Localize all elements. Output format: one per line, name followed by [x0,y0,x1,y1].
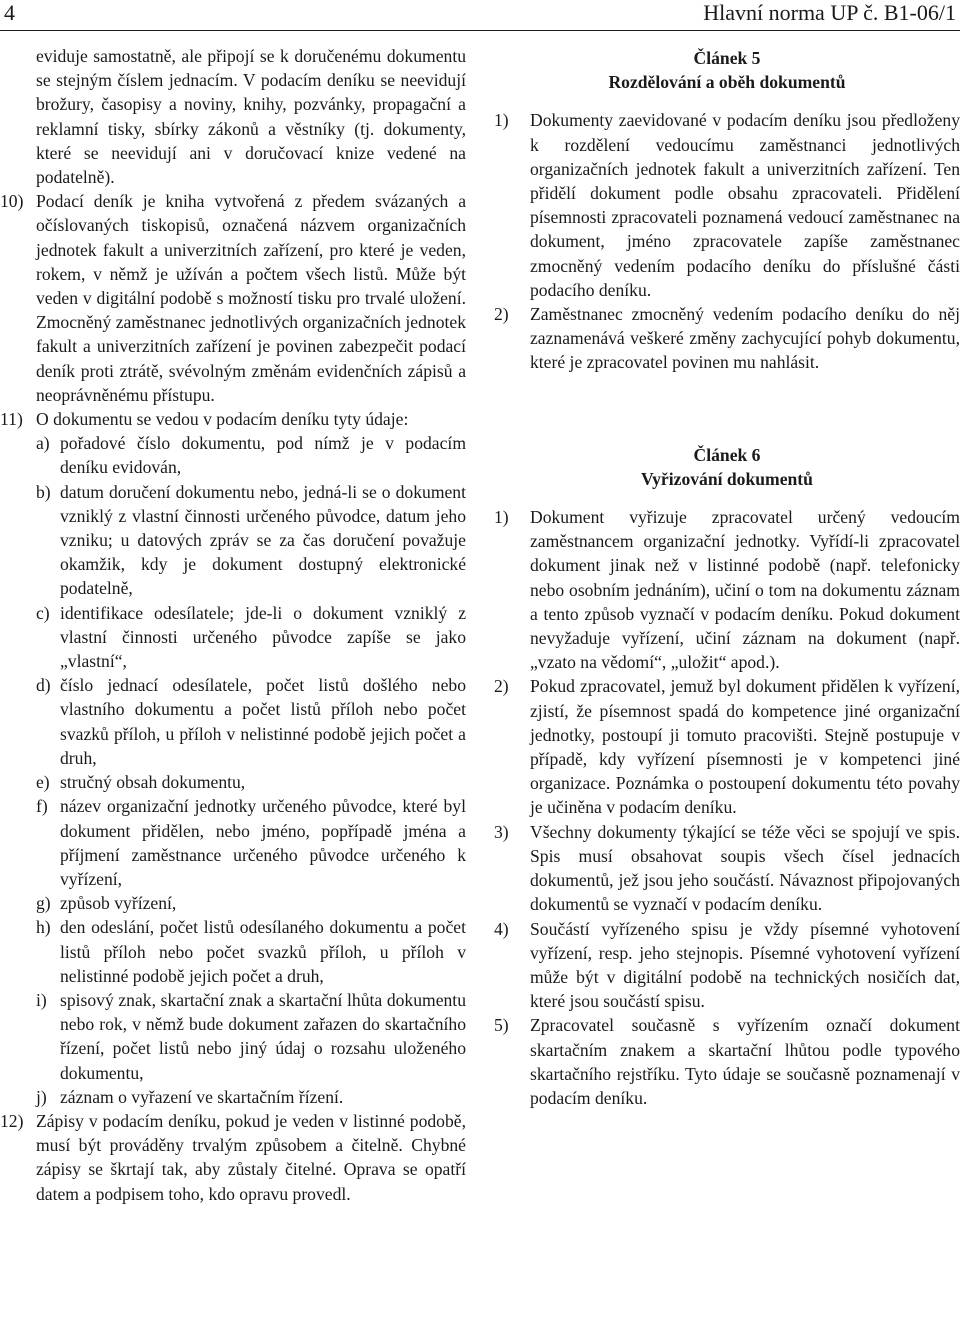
sub-item-b [0,480,466,601]
article-5-item-1 [494,108,960,302]
item-number: 11) [0,409,23,430]
article-6-item-2 [494,674,960,819]
page-number: 4 [4,0,15,25]
sub-item-letter: d) [36,675,51,696]
article-6-item-5 [494,1013,960,1110]
continued-paragraph: eviduje samostatně, ale připojí se k doručenému dokumentu se stejným číslem jednacím. V podacím deníku se neevidují brožury, časopisy a noviny, knihy, pozvánky, propagační a reklamní tisky, sbírky zákonů a věstníky (tj. dokumenty, které se neevidují ani v doručovací knize vedené na podatelně). [36,46,466,188]
sub-item-letter: b) [36,481,51,502]
sub-item-g [0,891,466,915]
sub-item-e [0,770,466,794]
item-text: Podací deník je kniha vytvořená z předem svázaných a očíslovaných tiskopisů, označená názvem organizačních jednotek fakult a univerzitních zařízení, pro které je veden, rokem, v němž je užíván a počtem všech listů. Může být veden v digitální podobě s možností tisku pro trvalé uložení. Zmocněný zaměstnanec jednotlivých organizačních jednotek fakult a univerzitních zařízení je povinen zabezpečit podací deník proti ztrátě, svévolným změnám evidenčních zápisů a neoprávněnému přístupu. [36,191,466,405]
sub-item-text: datum doručení dokumentu nebo, jedná-li se o dokument vzniklý z vlastní činnosti určeného původce, datum jeho vzniku; u datových zpráv se za čas doručení považuje okamžik, kdy je dokument dostupný elektronické podatelně, [60,481,466,599]
article-6-item-3 [494,820,960,917]
header-rule [0,30,960,31]
item-number: 12) [0,1110,24,1131]
item-number: 5) [494,1015,509,1036]
sub-item-letter: c) [36,602,50,623]
sub-item-letter: g) [36,893,51,914]
running-title: Hlavní norma UP č. B1-06/1 [703,0,956,25]
sub-item-letter: j) [36,1086,47,1107]
item-number: 3) [494,821,509,842]
list-item-11 [0,407,466,431]
article-6-title: Článek 6 [693,444,761,465]
page-header [0,0,960,30]
item-text: Zaměstnanec zmocněný vedením podacího deníku do něj zaznamenává veškeré změny zachycující pohyb dokumentu, které je zpracovatel povinen mu nahlásit. [530,304,960,373]
sub-item-letter: h) [36,917,51,938]
sub-item-text: den odeslání, počet listů odesílaného dokumentu a počet listů příloh nebo počet svazků příloh, u příloh v nelistinné podobě jejich počet a druh, [60,917,466,986]
sub-item-a [0,431,466,479]
item-text: Všechny dokumenty týkající se téže věci se spojují ve spis. Spis musí obsahovat soupis všech čísel jednacích dokumentů, jež jsou jeho součástí. Návaznost připojovaných dokumentů se vyznačí v podacím deníku. [530,821,960,915]
sub-item-text: stručný obsah dokumentu, [60,772,246,793]
sub-item-text: identifikace odesílatele; jde-li o dokument vzniklý z vlastní činnosti určeného původce zapíše se jako „vlastní“, [60,602,466,672]
sub-item-letter: i) [36,989,47,1010]
item-number: 1) [494,507,509,528]
sub-item-h [0,915,466,988]
sub-item-letter: f) [36,796,48,817]
item-number: 1) [494,110,509,131]
sub-item-text: číslo jednací odesílatele, počet listů došlého nebo vlastního dokumentu a počet listů příloh nebo počet svazků příloh, u příloh v nelistinné podobě jejich počet a druh, [60,675,466,768]
sub-item-i [0,988,466,1085]
item-number: 4) [494,918,509,939]
sub-item-text: záznam o vyřazení ve skartačním řízení. [60,1086,344,1107]
item-text: O dokumentu se vedou v podacím deníku tyty údaje: [36,409,409,430]
item-text: Zápisy v podacím deníku, pokud je veden v listinné podobě, musí být prováděny trvalým způsobem a čitelně. Chybné zápisy se škrtají tak, aby zůstaly čitelné. Oprava se opatří datem a podpisem toho, kdo opravu provedl. [36,1110,466,1204]
sub-item-f [0,794,466,891]
item-number: 10) [0,191,24,212]
sub-item-j [0,1085,466,1109]
article-5-title: Článek 5 [693,48,761,68]
item-text: Dokumenty zaevidované v podacím deníku jsou předloženy k rozdělení vedoucímu zaměstnanci jednotlivých organizačních jednotek fakult a univerzitních zařízení. Ten přidělí dokument podle obsahu zpracovateli. Přidělení písemnosti zpracovateli poznamená vedoucí zaměstnanec na dokument, jméno zpracovatele zapíše zaměstnanec zmocněný vedením podacího deníku do příslušné části podacího deníku. [530,110,960,300]
article-6-subtitle: Vyřizování dokumentů [641,468,813,489]
item-text: Dokument vyřizuje zpracovatel určený vedoucím zaměstnancem organizační jednotky. Vyřídí-li zpracovatel dokument jinak než v listinné podobě (např. telefonicky nebo osobním jednáním), učiní o tom na dokumentu záznam a tento způsob vyznačí v podacím deníku. Pokud dokument nevyžaduje vyřízení, učiní záznam na dokument (např. „vzato na vědomí“, „uložit“ apod.). [530,507,960,673]
sub-item-c [0,601,466,674]
item-text: Zpracovatel současně s vyřízením označí dokument skartačním znakem a skartační lhůtou podle typového skartačního rejstříku. Tyto údaje se současně poznamenají v podacím deníku. [530,1015,960,1108]
item-text: Součástí vyřízeného spisu je vždy písemné vyhotovení vyřízení, resp. jeho stejnopis. Písemné vyhotovení vyřízení může být v digitální podobě na technických nosičích dat, které jsou součástí spisu. [530,918,960,1012]
item-text: Pokud zpracovatel, jemuž byl dokument přidělen k vyřízení, zjistí, že písemnost spadá do kompetence jiné organizační jednotky, postoupí ji tomuto pracovišti. Stejně postupuje v případě, kdy vyřízení písemnosti je v kompetenci jiné organizace. Poznámka o postoupení dokumentu této povahy je učiněna v podacím deníku. [530,676,960,818]
sub-item-letter: a) [36,433,50,454]
sub-item-letter: e) [36,772,50,793]
article-6-item-1 [494,505,960,674]
item-number: 2) [494,676,509,697]
left-column [0,44,466,1206]
article-5-item-2 [494,302,960,375]
sub-item-text: pořadové číslo dokumentu, pod nímž je v podacím deníku evidován, [60,433,466,478]
list-item-10 [0,189,466,407]
article-5-subtitle: Rozdělování a oběh dokumentů [608,72,846,93]
sub-item-d [0,673,466,770]
sub-item-text: spisový znak, skartační znak a skartační lhůta dokumentu nebo rok, v němž bude dokument zařazen do skartačního řízení, počet listů nebo jiný údaj o rozsahu uloženého dokumentu, [60,989,466,1083]
list-item-12 [0,1109,466,1206]
right-column [494,44,960,1110]
sub-item-text: název organizační jednotky určeného původce, které byl dokument přidělen, nebo jméno, popřípadě jména a příjmení zaměstnance určeného původce určeného k vyřízení, [60,796,466,889]
item-number: 2) [494,304,509,325]
sub-item-text: způsob vyřízení, [60,893,177,914]
article-6-item-4 [494,917,960,1014]
